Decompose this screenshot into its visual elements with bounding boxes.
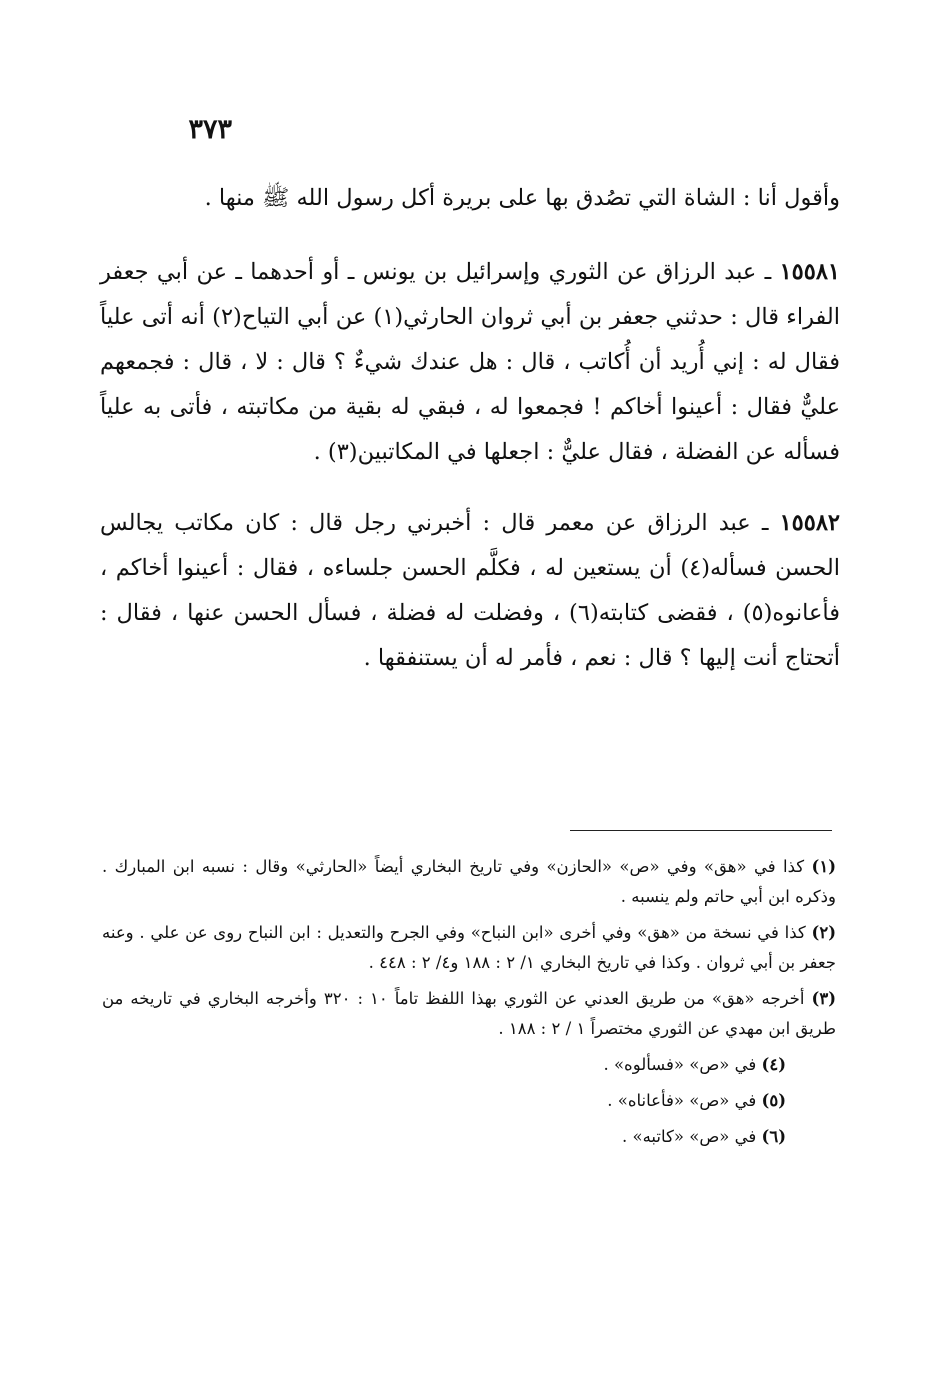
hadith-15582 [100,501,840,681]
main-text [100,176,840,707]
footnote-marker: (١) [811,857,836,876]
hadith-text: ـ عبد الرزاق عن الثوري وإسرائيل بن يونس ـ أو أحدهما ـ عن أبي جعفر الفراء قال : حدثني جعفر بن أبي ثروان الحارثي(١) عن أبي التياح(٢) أنه أتى علياً فقال له : إني أُريد أن أُكاتب ، قال : هل عندك شيءٌ ؟ قال : لا ، قال : فجمعهم عليٌّ فقال : أعينوا أخاكم ! فجمعوا له ، فبقي له بقية من مكاتبته ، فأتى به علياً فسأله عن الفضلة ، فقال عليٌّ : اجعلها في المكاتبين(٣) . [100,259,840,465]
footnote-2 [102,918,836,978]
footnote-marker: (٦) [761,1127,786,1146]
footnote-marker: (٣) [811,989,836,1008]
footnote-marker: (٤) [761,1055,786,1074]
footnote-5 [102,1086,836,1116]
footnote-text: كذا في نسخة من «هق» وفي أخرى «ابن النباح» وفي الجرح والتعديل : ابن النباح روى عن علي . وعنه جعفر بن أبي ثروان . وكذا في تاريخ البخاري ١/ ٢ : ١٨٨ و٤/ ٢ : ٤٤٨ . [102,923,836,972]
footnote-4 [102,1050,836,1080]
footnote-text: أخرجه «هق» من طريق العدني عن الثوري بهذا اللفظ تاماً ١٠ : ٣٢٠ وأخرجه البخاري في تاريخه من طريق ابن مهدي عن الثوري مختصراً ١ / ٢ : ١٨٨ . [102,989,836,1038]
footnote-marker: (٢) [811,923,836,942]
opening-line: وأقول أنا : الشاة التي تصُدق بها على بريرة أكل رسول الله ﷺ منها . [204,185,840,211]
footnote-3 [102,984,836,1044]
hadith-15581 [100,250,840,475]
page-number: ٣٧٣ [188,114,232,145]
footnote-6 [102,1122,836,1152]
footnote-text: في «ص» «فسألوه» . [603,1055,757,1074]
footnote-text: في «ص» «فأعاناه» . [607,1091,757,1110]
hadith-number: ١٥٥٨٢ [779,510,840,536]
footnote-1 [102,852,836,912]
hadith-text: ـ عبد الرزاق عن معمر قال : أخبرني رجل قال : كان مكاتب يجالس الحسن فسأله(٤) أن يستعين له ، فكلَّم الحسن جلساءه ، فقال : أعينوا أخاكم ، فأعانوه(٥) ، فقضى كتابته(٦) ، وفضلت له فضلة ، فسأل الحسن عنها ، فقال : أتحتاج أنت إليها ؟ قال : نعم ، فأمر له أن يستنفقها . [100,510,840,671]
footnotes [102,852,836,1158]
footnote-marker: (٥) [761,1091,786,1110]
hadith-number: ١٥٥٨١ [779,259,840,285]
footnote-divider [570,830,832,831]
footnote-text: كذا في «هق» وفي «ص» «الحازن» وفي تاريخ البخاري أيضاً «الحارثي» وقال : نسبه ابن المبارك . وذكره ابن أبي حاتم ولم ينسبه . [102,857,836,906]
footnote-text: في «ص» «كاتبه» . [622,1127,757,1146]
